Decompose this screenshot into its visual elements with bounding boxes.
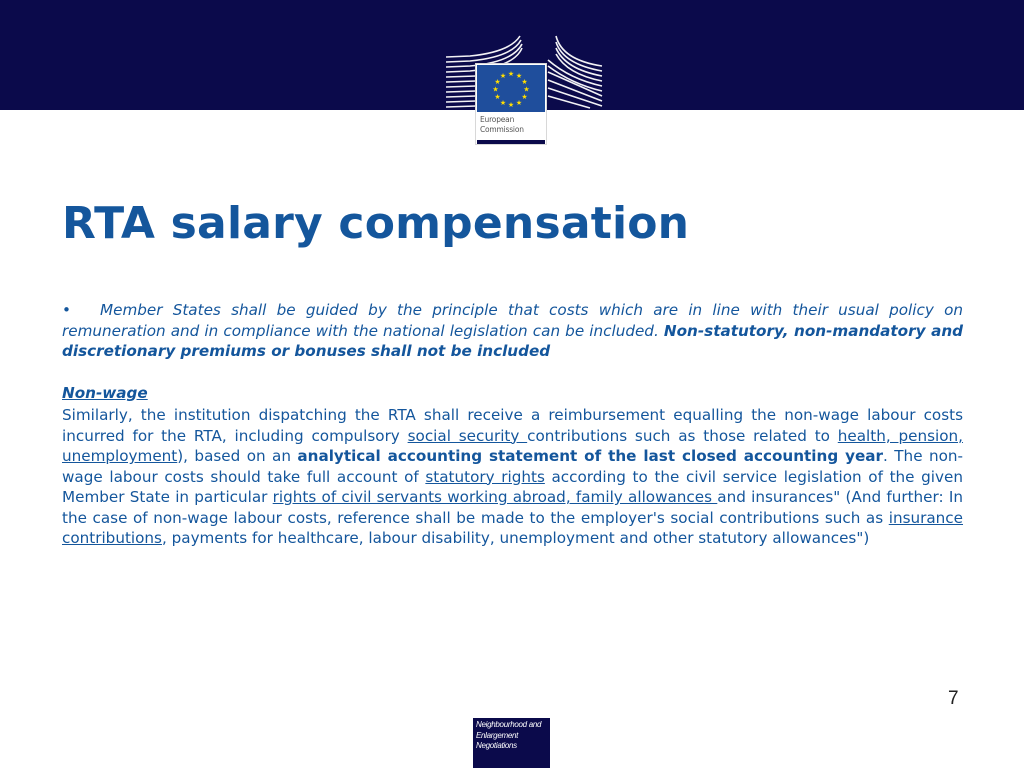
dg-near-logo — [473, 718, 550, 768]
svg-text:★: ★ — [507, 101, 515, 109]
slide-content — [62, 300, 963, 549]
bold-term-accounting-statement: analytical accounting statement of the last closed accounting year — [297, 447, 884, 465]
underlined-term-insurance-contributions: insurance contributions — [62, 508, 963, 547]
svg-text:★: ★ — [499, 99, 507, 107]
text-segment: according to the civil service legislation of the given Member State in particular — [62, 467, 963, 506]
footer-logo-line-3: Negotiations — [476, 741, 517, 750]
underlined-term-health-pension: health, pension, unemployment — [62, 426, 963, 465]
svg-text:★: ★ — [515, 99, 523, 107]
bullet-paragraph — [62, 300, 963, 362]
svg-text:★: ★ — [507, 70, 515, 78]
text-segment: . The non-wage labour costs should take full account of — [62, 447, 963, 486]
svg-text:★: ★ — [492, 85, 499, 94]
svg-text:★: ★ — [499, 72, 507, 80]
bullet-italic-text: Member States shall be guided by the principle that costs which are in line with their usual policy on remuneration and in compliance with the national legislation can be included. — [62, 301, 963, 340]
text-segment: contributions such as those related to — [527, 426, 838, 445]
non-wage-paragraph — [62, 405, 963, 549]
underlined-term-statutory-rights: statutory rights — [425, 467, 545, 486]
logo-underline-bar — [477, 140, 545, 144]
svg-text:★: ★ — [515, 72, 523, 80]
svg-text:★: ★ — [494, 93, 501, 101]
underlined-term-civil-servants-rights: rights of civil servants working abroad, family allowances — [272, 488, 718, 506]
svg-text:★: ★ — [521, 78, 528, 86]
footer-logo-line-2: Enlargement — [476, 730, 519, 740]
bullet-marker: • — [62, 301, 71, 319]
text-segment: Similarly, the institution dispatching the RTA shall receive a reimbursement equalling the non-wage labour costs incurred for the RTA, including compulsory — [62, 406, 963, 445]
svg-text:★: ★ — [521, 93, 528, 101]
logo-text — [480, 115, 524, 135]
underlined-term-social-security: social security — [407, 426, 528, 445]
section-heading-non-wage: Non-wage — [62, 383, 148, 402]
bullet-bold-text: Non-statutory, non-mandatory and discretionary premiums or bonuses shall not be included — [62, 321, 964, 360]
eu-flag-icon — [477, 65, 545, 112]
text-segment: , payments for healthcare, labour disability, unemployment and other statutory allowances") — [161, 529, 870, 547]
slide-title: RTA salary compensation — [62, 198, 690, 249]
logo-line-2: Commission — [480, 125, 524, 134]
logo-line-1: European — [480, 115, 515, 124]
svg-text:★: ★ — [494, 78, 501, 86]
text-segment: and insurances" (And further: In the case of non-wage labour costs, reference shall be made to the employer's social contributions such as — [62, 488, 963, 527]
text-segment: ), based on an — [177, 447, 298, 465]
page-number: 7 — [948, 688, 959, 709]
footer-logo-line-1: Neighbourhood and — [476, 720, 542, 729]
european-commission-logo — [476, 64, 546, 144]
svg-text:★: ★ — [523, 85, 530, 94]
